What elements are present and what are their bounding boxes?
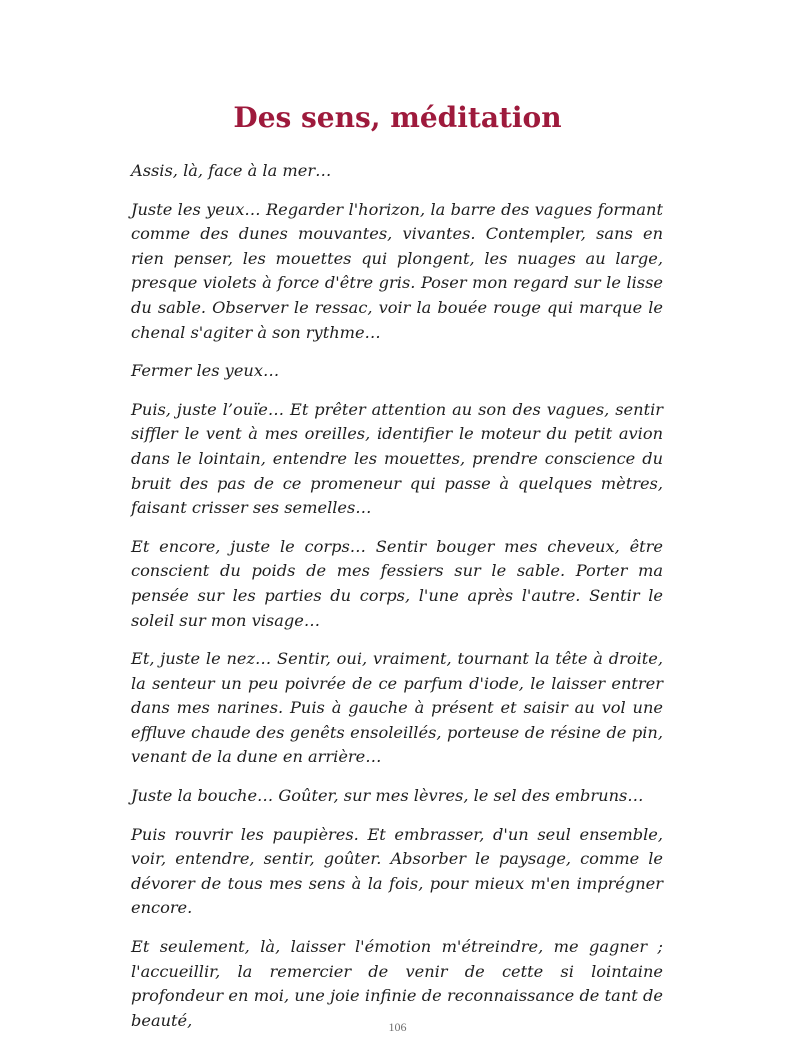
chapter-title: Des sens, méditation: [233, 101, 562, 134]
paragraph-5: Et encore, juste le corps… Sentir bouger mes cheveux, être conscient du poids de mes fessiers sur le sable. Porter ma pensée sur les parties du corps, l'une après l'autre. Sentir le soleil sur mon visage…: [131, 536, 663, 630]
page-number: 106: [388, 1020, 407, 1034]
paragraph-3: Fermer les yeux…: [131, 361, 280, 381]
chapter-body: [131, 159, 663, 1047]
paragraph-4: Puis, juste l’ouïe… Et prêter attention au son des vagues, sentir siffler le vent à mes oreilles, identifier le moteur du petit avion dans le lointain, entendre les mouettes, prendre conscience du bruit des pas de ce promeneur qui passe à quelques mètres, faisant crisser ses semelles…: [131, 399, 663, 518]
paragraph-6: Et, juste le nez… Sentir, oui, vraiment, tournant la tête à droite, la senteur un peu poivrée de ce parfum d'iode, le laisser entrer dans mes narines. Puis à gauche à présent et saisir au vol une effluve chaude des genêts ensoleillés, porteuse de résine de pin, venant de la dune en arrière…: [131, 649, 663, 767]
paragraph-1: Assis, là, face à la mer…: [131, 161, 332, 180]
paragraph-9: Et seulement, là, laisser l'émotion m'étreindre, me gagner ; l'accueillir, la remercier de venir de cette si lointaine profondeur en moi, une joie infinie de reconnaissance de tant de beauté,: [131, 937, 663, 1030]
paragraph-7: Juste la bouche… Goûter, sur mes lèvres, le sel des embruns…: [131, 786, 644, 806]
paragraph-8: Puis rouvrir les paupières. Et embrasser, d'un seul ensemble, voir, entendre, sentir, goûter. Absorber le paysage, comme le dévorer de tous mes sens à la fois, pour mieux m'en imprégner encore.: [131, 824, 663, 918]
paragraph-2: Juste les yeux… Regarder l'horizon, la barre des vagues formant comme des dunes mouvantes, vivantes. Contempler, sans en rien penser, les mouettes qui plongent, les nuages au large, presque violets à force d'être gris. Poser mon regard sur le lisse du sable. Observer le ressac, voir la bouée rouge qui marque le chenal s'agiter à son rythme…: [131, 199, 663, 342]
